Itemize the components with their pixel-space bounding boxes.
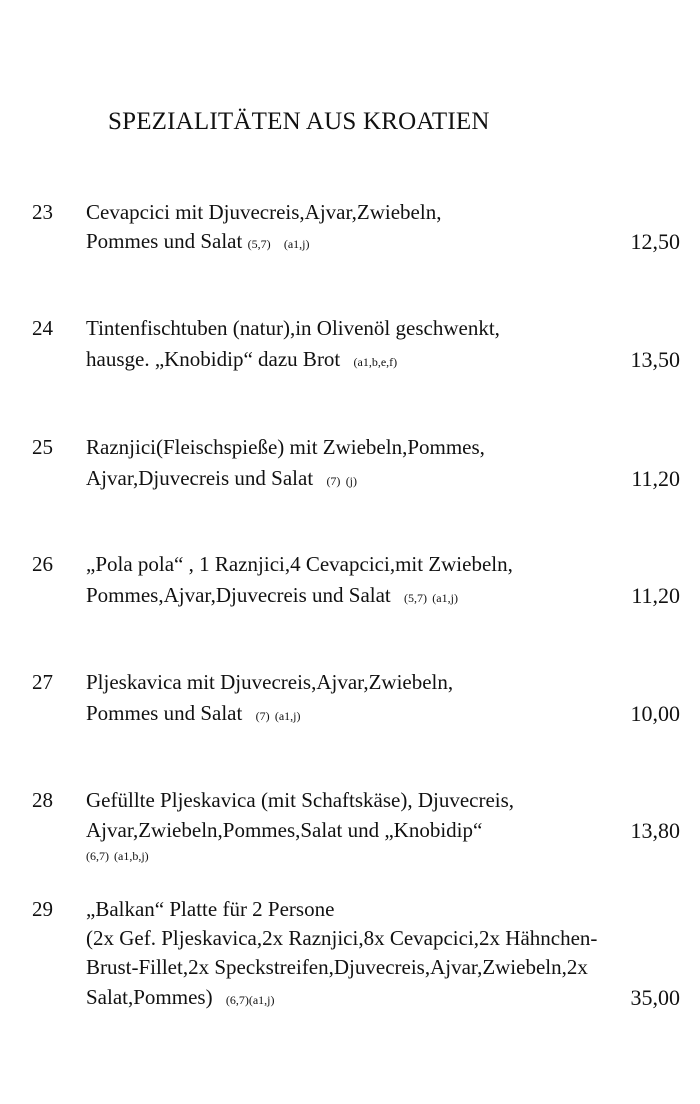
item-number: 28: [32, 788, 53, 812]
allergen-code: (7): [255, 709, 270, 723]
item-description-line: Ajvar,Djuvecreis und Salat (7) (j): [86, 466, 358, 490]
item-description-line: „Balkan“ Platte für 2 Persone: [86, 897, 335, 921]
allergen-code: (a1,b,e,f): [353, 355, 398, 369]
item-description-line: Pommes,Ajvar,Djuvecreis und Salat (5,7) (a1,j): [86, 583, 458, 607]
menu-item-23: [32, 198, 680, 258]
item-number: 25: [32, 435, 53, 459]
menu-item-26: [32, 550, 680, 610]
item-description-line: Gefüllte Pljeskavica (mit Schaftskäse), Djuvecreis,: [86, 788, 515, 812]
item-number: 29: [32, 897, 53, 921]
allergen-code: (5,7): [247, 237, 271, 251]
item-description-line: Ajvar,Zwiebeln,Pommes,Salat und „Knobidip“: [86, 818, 483, 842]
item-price: 12,50: [630, 229, 680, 254]
item-description-line: Pommes und Salat (5,7) (a1,j): [86, 229, 310, 253]
menu-item-25: [32, 433, 680, 493]
item-price: 10,00: [630, 701, 680, 726]
item-price: 11,20: [631, 466, 680, 491]
item-price: 13,80: [630, 818, 680, 843]
menu-item-27: [32, 668, 680, 728]
item-description-line: Salat,Pommes) (6,7)(a1,j): [86, 985, 275, 1009]
allergen-code: (a1,j): [274, 709, 301, 723]
item-number: 24: [32, 316, 53, 340]
allergen-line: [86, 842, 149, 871]
allergen-code: (a1,j): [283, 237, 310, 251]
allergen-code: (j): [345, 474, 358, 488]
menu-item-29: [32, 895, 680, 1025]
allergen-code: (6,7)(a1,j): [225, 993, 275, 1007]
menu-item-24: [32, 314, 680, 374]
item-price: 13,50: [630, 347, 680, 372]
menu-item-28: [32, 786, 680, 866]
allergen-code: (a1,b,j): [114, 849, 149, 863]
item-description-line: Raznjici(Fleischspieße) mit Zwiebeln,Pommes,: [86, 435, 485, 459]
item-price: 35,00: [630, 985, 680, 1010]
item-description-line: hausge. „Knobidip“ dazu Brot (a1,b,e,f): [86, 347, 398, 371]
item-number: 27: [32, 670, 53, 694]
allergen-code: (5,7): [404, 591, 428, 605]
item-number: 26: [32, 552, 53, 576]
allergen-code: (a1,j): [432, 591, 458, 605]
item-description-line: Pommes und Salat (7) (a1,j): [86, 701, 301, 725]
page-title: SPEZIALITÄTEN AUS KROATIEN: [108, 108, 490, 135]
item-description-line: Cevapcici mit Djuvecreis,Ajvar,Zwiebeln,: [86, 200, 442, 224]
item-description-line: Brust-Fillet,2x Speckstreifen,Djuvecreis,Ajvar,Zwiebeln,2x: [86, 955, 588, 979]
item-description-line: Tintenfischtuben (natur),in Olivenöl geschwenkt,: [86, 316, 500, 340]
allergen-code: (7): [326, 474, 341, 488]
item-description-line: „Pola pola“ , 1 Raznjici,4 Cevapcici,mit Zwiebeln,: [86, 552, 513, 576]
allergen-code: (6,7): [86, 849, 109, 863]
item-price: 11,20: [631, 583, 680, 608]
item-number: 23: [32, 200, 53, 224]
item-description-line: (2x Gef. Pljeskavica,2x Raznjici,8x Cevapcici,2x Hähnchen-: [86, 926, 598, 950]
item-description-line: Pljeskavica mit Djuvecreis,Ajvar,Zwiebeln,: [86, 670, 454, 694]
